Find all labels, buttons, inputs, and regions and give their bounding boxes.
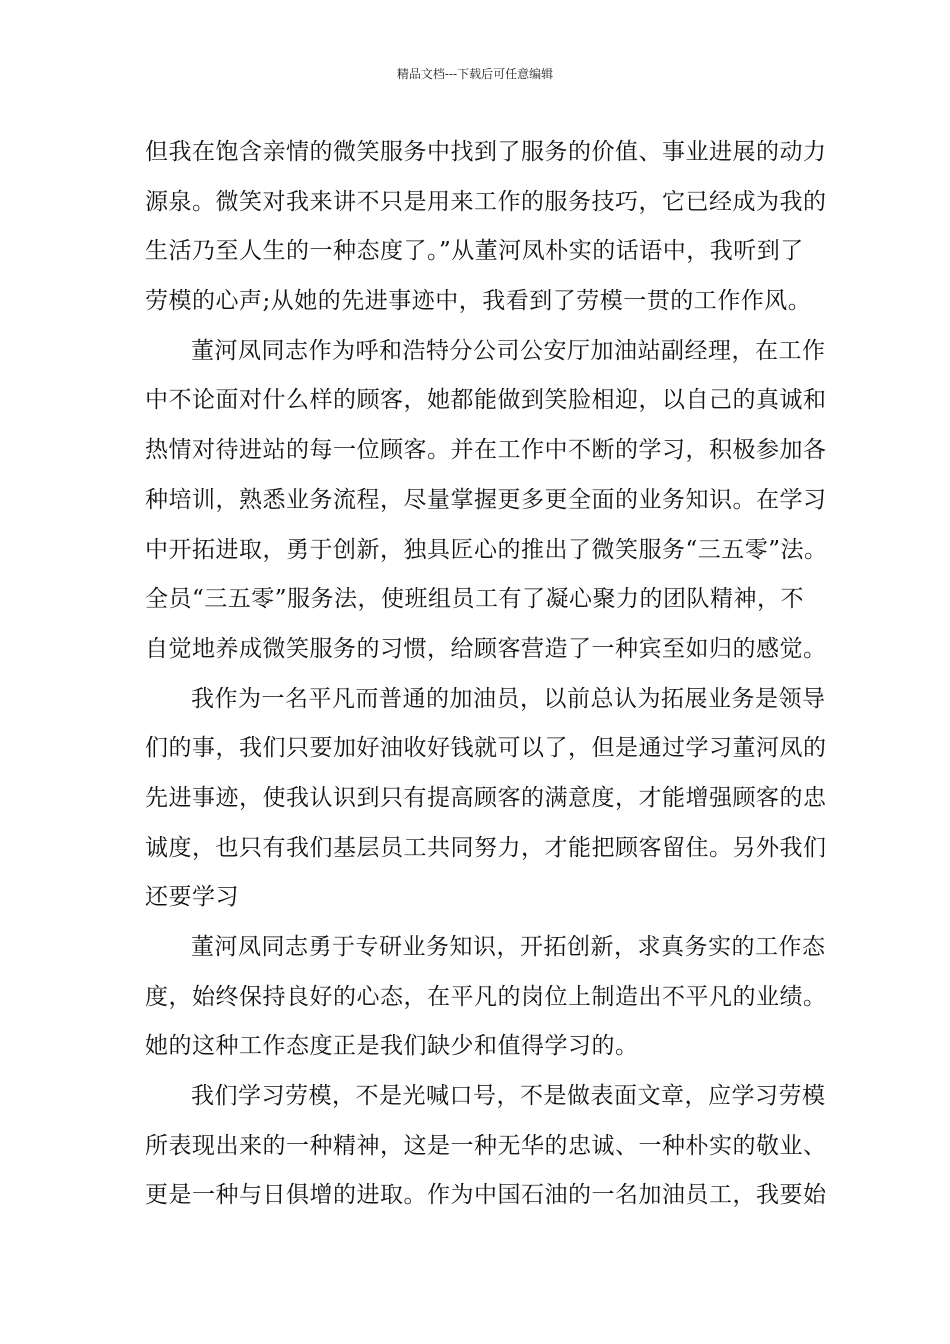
text-line: 更是一种与日俱增的进取。作为中国石油的一名加油员工，我要始 <box>145 1182 827 1209</box>
text-line: 但我在饱含亲情的微笑服务中找到了服务的价值、事业进展的动力 <box>145 139 827 165</box>
paragraph-1 <box>145 128 825 327</box>
paragraph-2 <box>145 327 828 675</box>
page-header: 精品文档---下载后可任意编辑 <box>396 67 554 81</box>
text-line: 董河凤同志勇于专研业务知识，开拓创新，求真务实的工作态 <box>191 934 826 960</box>
text-line: 她的这种工作态度正是我们缺少和值得学习的。 <box>145 1033 639 1060</box>
text-line: 全员“三五零”服务法，使班组员工有了凝心聚力的团队精神，不 <box>145 586 805 613</box>
text-line: 生活乃至人生的一种态度了。”从董河凤朴实的话语中，我听到了 <box>145 238 804 265</box>
text-line: 中不论面对什么样的顾客，她都能做到笑脸相迎，以自己的真诚和 <box>145 387 827 414</box>
text-line: 们的事，我们只要加好油收好钱就可以了，但是通过学习董河凤的 <box>145 735 827 762</box>
text-line: 劳模的心声;从她的先进事迹中，我看到了劳模一贯的工作作风。 <box>145 288 812 315</box>
text-line: 我作为一名平凡而普通的加油员，以前总认为拓展业务是领导 <box>191 685 826 712</box>
text-line: 热情对待进站的每一位顾客。并在工作中不断的学习，积极参加各 <box>145 437 827 464</box>
text-line: 度，始终保持良好的心态，在平凡的岗位上制造出不平凡的业绩。 <box>145 983 827 1010</box>
paragraph-5 <box>145 1072 825 1221</box>
text-line: 董河凤同志作为呼和浩特分公司公安厅加油站副经理，在工作 <box>191 337 826 364</box>
text-line: 自觉地养成微笑服务的习惯，给顾客营造了一种宾至如归的感觉。 <box>145 635 827 662</box>
text-line: 先进事迹，使我认识到只有提高顾客的满意度，才能增强顾客的忠 <box>145 784 827 811</box>
text-line: 所表现出来的一种精神，这是一种无华的忠诚、一种朴实的敬业、 <box>145 1132 827 1159</box>
text-line: 中开拓进取，勇于创新，独具匠心的推出了微笑服务“三五零”法。 <box>145 536 828 563</box>
text-line: 种培训，熟悉业务流程，尽量掌握更多更全面的业务知识。在学习 <box>145 486 827 513</box>
text-line: 还要学习 <box>145 884 239 911</box>
text-line: 我们学习劳模，不是光喊口号，不是做表面文章，应学习劳模 <box>191 1083 826 1110</box>
paragraph-3 <box>145 675 825 923</box>
text-line: 诚度，也只有我们基层员工共同努力，才能把顾客留住。另外我们 <box>145 834 827 861</box>
paragraph-4 <box>145 923 825 1072</box>
text-line: 源泉。微笑对我来讲不只是用来工作的服务技巧，它已经成为我的 <box>145 188 827 215</box>
document-body <box>145 128 828 1221</box>
